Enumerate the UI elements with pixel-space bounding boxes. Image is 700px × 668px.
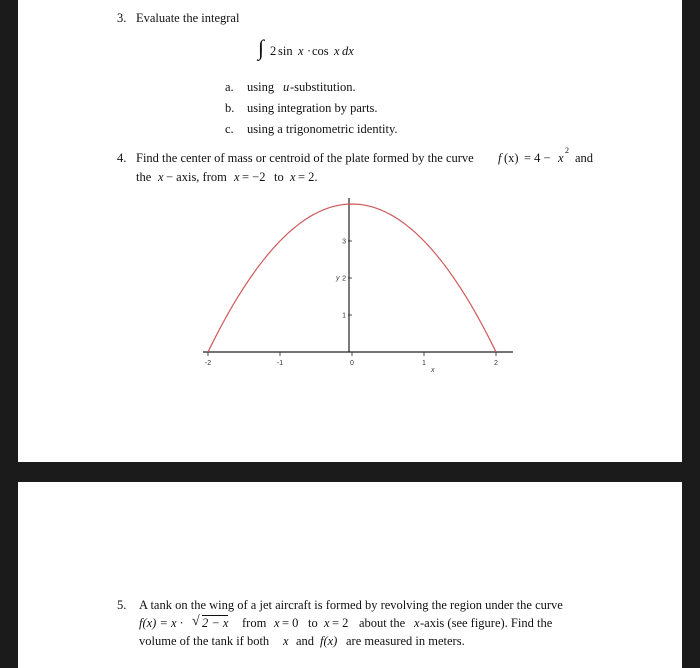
problem-3-number: 3. (117, 11, 127, 25)
problem-4-line1-text: Find the center of mass or centroid of the plate formed by the curve (136, 151, 474, 165)
x-tick-label: 2 (494, 360, 498, 367)
part-c-letter: c. (225, 122, 234, 136)
problem-4-func-eq: = 4 − (524, 151, 551, 165)
problem-4-line2-eq2: = 2. (298, 170, 318, 184)
problem-5-line3-x: x (283, 634, 289, 648)
chart-axes (203, 198, 513, 352)
problem-5-line3-pre: volume of the tank if both (139, 634, 270, 648)
problem-5-radicand: 2 − x (202, 616, 229, 630)
problem-4-line2-x1: x (158, 170, 164, 184)
x-axis-label: x (431, 367, 435, 374)
integral-coefficient: 2 (270, 44, 277, 58)
problem-5-x2: x (324, 616, 330, 630)
problem-5-x1: x (274, 616, 280, 630)
worksheet-page-upper (18, 0, 682, 462)
integral-var-x2: x (334, 44, 340, 58)
y-tick-label: 3 (342, 238, 346, 246)
problem-3-prompt: Evaluate the integral (136, 11, 240, 25)
x-tick-label: -1 (276, 360, 284, 367)
problem-4-number: 4. (117, 151, 127, 165)
problem-4-line2-eq1: = −2 (242, 170, 266, 184)
integral-sin: sin (278, 44, 293, 58)
y-ticks (342, 239, 352, 320)
part-b-letter: b. (225, 101, 235, 115)
part-b-text: using integration by parts. (247, 101, 378, 115)
problem-5-line2-rest: -axis (see figure). Find the (420, 616, 553, 630)
x-tick-label: -2 (204, 360, 212, 367)
problem-5-line3-post: are measured in meters. (346, 634, 465, 648)
problem-5-eq2: = 2 (332, 616, 349, 630)
y-tick-label: 2 (342, 275, 346, 283)
problem-5-from: from (242, 616, 267, 630)
problem-5-line1: A tank on the wing of a jet aircraft is formed by revolving the region under the curve (139, 598, 563, 612)
problem-5-line3-fx: f(x) (320, 634, 338, 648)
problem-5-fx-def: f(x) = x · (139, 616, 183, 630)
part-a-suffix: -substitution. (290, 80, 356, 94)
part-a-var-u: u (283, 80, 290, 94)
x-ticks (205, 352, 498, 367)
problem-5-to: to (308, 616, 318, 630)
part-a-letter: a. (225, 80, 234, 94)
integral-cos: cos (312, 44, 329, 58)
problem-4-and: and (575, 151, 594, 165)
problem-4-line2-axis: − axis, from (166, 170, 227, 184)
integral-dot: · (307, 44, 312, 58)
x-tick-label: 1 (422, 360, 426, 367)
problem-4-line2-the: the (136, 170, 152, 184)
x-tick-label: 0 (350, 360, 354, 367)
worksheet-page-lower (18, 482, 682, 668)
problem-4-func-arg: (x) (504, 151, 519, 165)
problem-4-func-f: f (498, 151, 502, 165)
problem-5-sqrt-sign: √ (192, 614, 200, 629)
problem-4-func-exp: 2 (565, 146, 569, 155)
y-axis-label: y (336, 275, 340, 282)
problem-5-about: about the (359, 616, 406, 630)
problem-4-line2-x3: x (290, 170, 296, 184)
problem-5-number: 5. (117, 598, 127, 612)
problem-4-line2-x2: x (234, 170, 240, 184)
integral-sign: ∫ (258, 35, 265, 60)
integral-dx: dx (342, 44, 354, 58)
problem-5-eq1: = 0 (282, 616, 299, 630)
part-c-text: using a trigonometric identity. (247, 122, 398, 136)
problem-4-func-x: x (558, 151, 564, 165)
problem-4-line2-to: to (274, 170, 284, 184)
problem-5-xaxis-var: x (414, 616, 420, 630)
y-tick-label: 1 (342, 312, 346, 320)
part-a-prefix: using (247, 80, 275, 94)
integral-var-x1: x (298, 44, 304, 58)
problem-5-line3-and: and (296, 634, 315, 648)
parabola-chart (18, 0, 682, 462)
